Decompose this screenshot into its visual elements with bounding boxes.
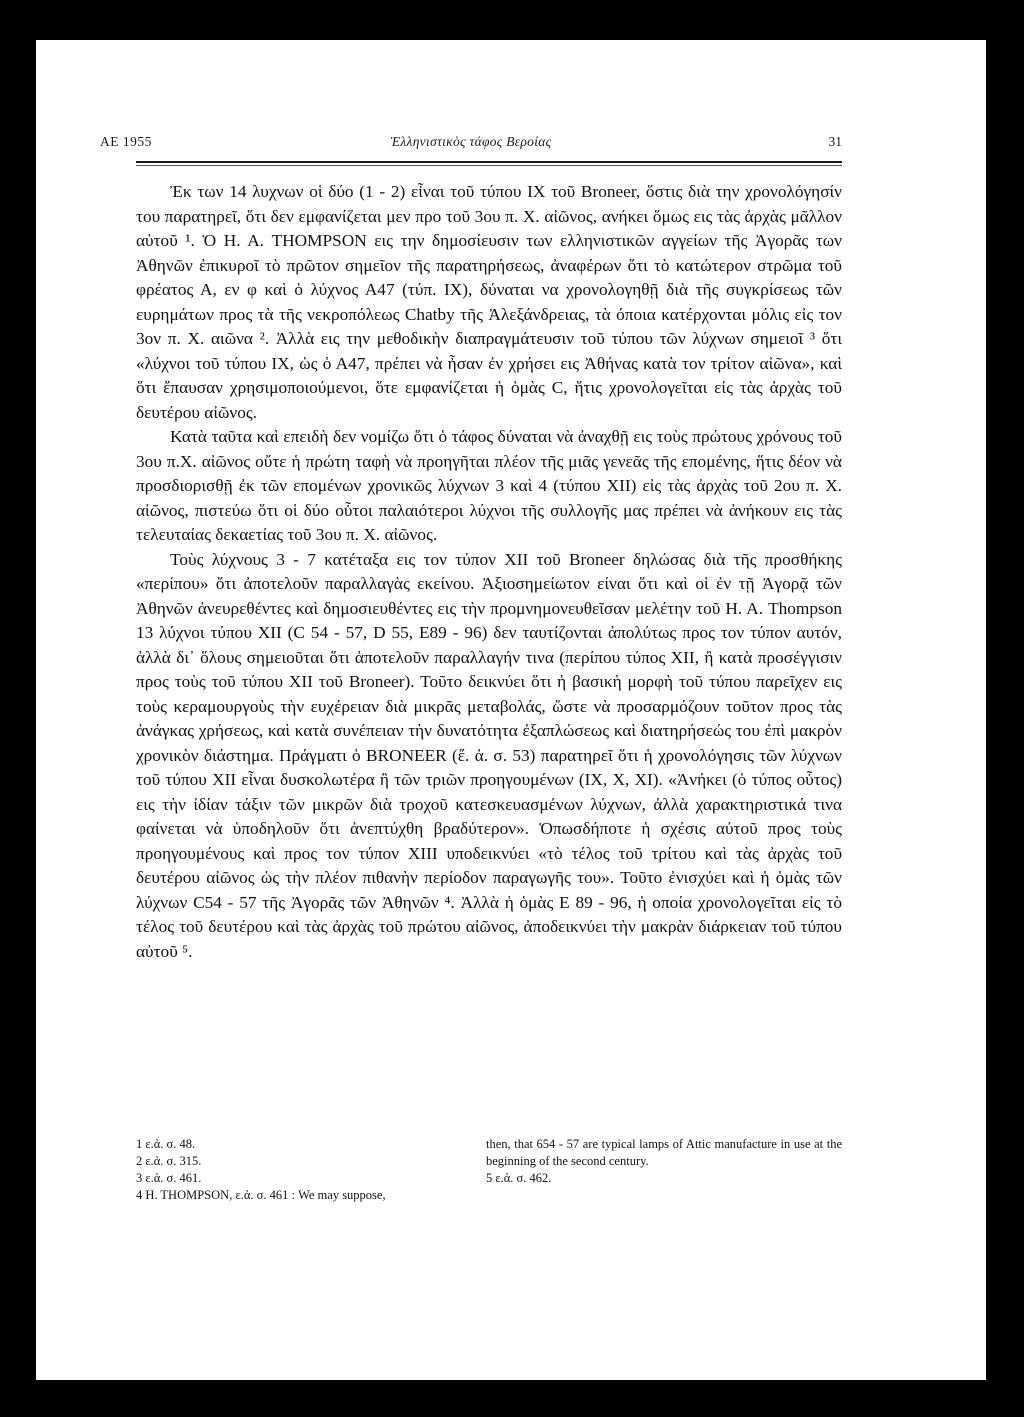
paragraph-2: Κατὰ ταῦτα καὶ επειδὴ δεν νομίζω ὅτι ὁ τάφος δύναται νὰ ἀναχθῇ εις τοὺς πρώτους χρόνους τοῦ 3ου π.Χ. αἰῶνος οὔτε ἡ πρώτη ταφὴ νὰ προηγῆται πλέον τῆς μιᾶς γενεᾶς τῆς επομένης, ἥτις δέον νὰ προσδιορισθῇ ἐκ τῶν επομένων χρονικῶς λύχνων 3 καὶ 4 (τύπου XII) εἰς τὰς ἀρχὰς τοῦ 2ου π. Χ. αἰῶνος, πιστεύω ὅτι οἱ δύο οὗτοι παλαιότεροι λύχνοι τῆς συλλογῆς μας πρέπει νὰ ἀνήκουν εις τὰς τελευταίας δεκαετίας τοῦ 3ου π. Χ. αἰῶνος.: [136, 427, 842, 544]
footnote-4: 4 H. THOMPSON, ε.ἀ. σ. 461 : We may suppose,: [136, 1188, 386, 1202]
journal-label: ΑΕ 1955: [100, 134, 152, 149]
header-rule: [136, 161, 842, 163]
page-number: 31: [828, 134, 842, 149]
paragraph-3: Τοὺς λύχνους 3 - 7 κατέταξα εις τον τύπον XII τοῦ Broneer δηλώσας διὰ τῆς προσθήκης «περίπου» ὅτι ἀποτελοῦν παραλλαγὰς εκείνου. Ἀξιοσημείωτον είναι ὅτι καὶ οἱ ἐν τῇ Ἀγορᾷ τῶν Ἀθηνῶν ἀνευρεθέντες καὶ δημοσιευθέντες εις τὴν προμνημονευθεῖσαν μελέτην τοῦ Η. Α. Thompson 13 λύχνοι τύπου XII (C 54 - 57, D 55, E89 - 96) δεν ταυτίζονται ἀπολύτως προς τον τύπον αυτόν, ἀλλὰ δι᾽ ὅλους σημειοῦται ὅτι ἀποτελοῦν παραλλαγήν τινα (περίπου τύπος XII, ἢ κατὰ προσέγγισιν προς τοὺς τοῦ τύπου XII τοῦ Broneer). Τοῦτο δεικνύει ὅτι ἡ βασικὴ μορφὴ τοῦ τύπου παρεῖχεν εις τοὺς κεραμουργοὺς τὴν ευχέρειαν διὰ μικρᾶς μεταβολάς, ὥστε νὰ προσαρμόζουν τοῦτον προς τὰς ἀνάγκας χρήσεως, καὶ κατὰ συνέπειαν τὴν δυνατότητα ἐξαπλώσεως καὶ διατηρήσεώς του ἐπὶ μακρὸν χρονικὸν διάστημα. Πράγματι ὁ BRONEER (ἔ. ἀ. σ. 53) παρατηρεῖ ὅτι ἡ χρονολόγησις τῶν λύχνων τοῦ τύπου XII εἶναι δυσκολωτέρα ἢ τῶν τριῶν προηγουμένων (IX, X, XI). «Ἀνήκει (ὁ τύπος οὗτος) εις τὴν ἰδίαν τάξιν τῶν μικρῶν διὰ τροχοῦ κατεσκευασμένων λύχνων, ἀλλὰ χαρακτηριστικά τινα φαίνεται νὰ ὑποδηλοῦν ὅτι ἀνεπτύχθη βραδύτερον». Ὁπωσδήποτε ἡ σχέσις αὐτοῦ προς τοὺς προηγουμένους καὶ προς τον τύπον XIII υποδεικνύει «τὸ τέλος τοῦ τρίτου καὶ τὰς ἀρχὰς τοῦ δευτέρου αἰῶνος ὡς τὴν πλέον πιθανὴν περίοδον παραγωγῆς του». Τοῦτο ἐνισχύει καὶ ἡ ὁμὰς τῶν λύχνων C54 - 57 τῆς Ἀγορᾶς τῶν Ἀθηνῶν ⁴. Ἀλλὰ ἡ ὁμὰς E 89 - 96, ἡ οποία χρονολογεῖται εἰς τὸ τέλος τοῦ δευτέρου καὶ τὰς ἀρχὰς τοῦ πρώτου αἰῶνος, ἀποδεικνύει τὴν μακρὰν διάρκειαν τοῦ τύπου αὐτοῦ ⁵.: [136, 549, 842, 961]
footnote-1: 1 ε.ἀ. σ. 48.: [136, 1137, 196, 1151]
header-rule-thin: [136, 165, 842, 166]
footnote-2: 2 ε.ἀ. σ. 315.: [136, 1154, 202, 1168]
footnotes-right-column: [486, 1136, 842, 1187]
running-header: [100, 134, 842, 160]
body-text: [136, 180, 842, 964]
footnote-3: 3 ε.ἀ. σ. 461.: [136, 1171, 202, 1185]
footnote-4-continued: then, that 654 - 57 are typical lamps of Attic manufacture in use at the beginning of the second century.: [486, 1137, 842, 1168]
paragraph-1: Ἐκ των 14 λυχνων οἱ δύο (1 - 2) εἶναι τοῦ τύπου IX τοῦ Broneer, ὅστις διὰ την χρονολόγησίν του παρατηρεῖ, ὅτι δεν εμφανίζεται μεν προ τοῦ 3ου π. Χ. αἰῶνος, ανήκει ὅμως εις τὰς ἀρχὰς μᾶλλον αὐτοῦ ¹. Ὁ Η. Α. THOMPSON εις την δημοσίευσιν των ελληνιστικῶν αγγείων τῆς Ἀγορᾶς των Ἀθηνῶν ἐπικυροῖ τὸ πρῶτον σημεῖον τῆς παρατηρήσεως, ἀναφέρων ὅτι τὸ κατώτερον στρῶμα τοῦ φρέατος Α, εν φ καὶ ὁ λύχνος Α47 (τύπ. IX), δύναται να χρονολογηθῇ διὰ τῆς συγκρίσεως τῶν ευρημάτων προς τὰ τῆς νεκροπόλεως Chatby τῆς Ἀλεξάνδρειας, τὰ όποια κατέρχονται μόλις εἰς τον 3ον π. Χ. αιῶνα ². Ἀλλὰ εις την μεθοδικὴν διαπραγμάτευσιν τοῦ τύπου τῶν λύχνων σημειοῖ ³ ὅτι «λύχνοι τοῦ τύπου IX, ὡς ὁ Α47, πρέπει νὰ ἦσαν ἐν χρήσει εις Ἀθήνας κατὰ τον τρίτον αἰῶνα», καὶ ὅτι ἔπαυσαν χρησιμοποιούμενοι, ὅτε εμφανίζεται ἡ ὁμὰς C, ἥτις χρονολογεῖται εἰς τὰς ἀρχὰς τοῦ δευτέρου αἰῶνος.: [136, 182, 842, 422]
running-title: Ἑλληνιστικὸς τάφος Βεροίας: [390, 134, 552, 149]
footnote-5: 5 ε.ἀ. σ. 462.: [486, 1171, 552, 1185]
footnotes-left-column: [136, 1136, 481, 1204]
